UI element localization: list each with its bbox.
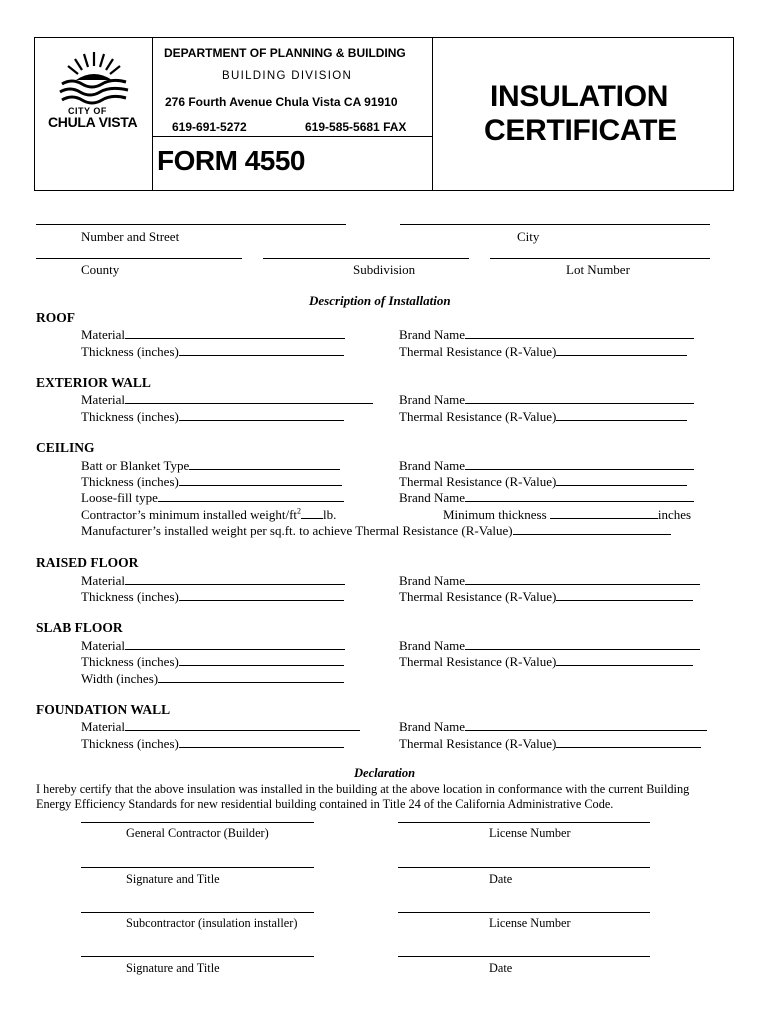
raised-thermal-field[interactable] [556,588,693,601]
roof-title: ROOF [36,310,75,325]
foundation-thickness-label: Thickness (inches) [81,736,179,751]
header-divider-horizontal [152,136,433,137]
license1-line[interactable] [398,822,650,823]
raised-material-field[interactable] [125,572,345,585]
general-contractor-label: General Contractor (Builder) [126,826,269,840]
city-name-label: CHULA VISTA [48,114,138,130]
slab-thermal-label: Thermal Resistance (R-Value) [399,654,557,669]
ceiling-thermal-field[interactable] [556,473,687,486]
license2-line[interactable] [398,912,650,913]
foundation-material-field[interactable] [125,718,360,731]
ceiling-thermal-label: Thermal Resistance (R-Value) [399,474,557,489]
lot-number-line[interactable] [490,258,710,259]
roof-thermal-label: Thermal Resistance (R-Value) [399,344,557,359]
date1-label: Date [489,872,513,886]
description-title: Description of Installation [309,293,451,308]
signature1-line[interactable] [81,867,314,868]
inches-label: inches [657,507,692,522]
number-street-line[interactable] [36,224,346,225]
date2-label: Date [489,961,513,975]
county-label: County [81,262,120,277]
slab-thermal-field[interactable] [556,653,693,666]
ceiling-brand2-field[interactable] [465,489,694,502]
exterior-material-label: Material [81,392,126,407]
city-label: City [517,229,540,244]
subdivision-label: Subdivision [353,262,416,277]
signature2-line[interactable] [81,956,314,957]
roof-thickness-label: Thickness (inches) [81,344,179,359]
subcontractor-line[interactable] [81,912,314,913]
slab-thickness-field[interactable] [179,653,344,666]
date1-line[interactable] [398,867,650,868]
slab-material-label: Material [81,638,126,653]
foundation-brand-label: Brand Name [399,719,466,734]
subdivision-line[interactable] [263,258,469,259]
contractor-weight-label: Contractor’s minimum installed weight/ft [81,507,298,522]
exterior-thickness-label: Thickness (inches) [81,409,179,424]
ceiling-batt-field[interactable] [189,457,340,470]
sun-waves-icon [48,46,140,108]
slab-thickness-label: Thickness (inches) [81,654,179,669]
foundation-thickness-field[interactable] [179,735,344,748]
foundation-thermal-label: Thermal Resistance (R-Value) [399,736,557,751]
exterior-thermal-label: Thermal Resistance (R-Value) [399,409,557,424]
lb-label: lb. [323,507,337,522]
roof-thermal-field[interactable] [556,343,687,356]
city-line[interactable] [400,224,710,225]
signature2-label: Signature and Title [126,961,220,975]
raised-brand-label: Brand Name [399,573,466,588]
declaration-title: Declaration [354,766,416,780]
ceiling-loosefill-field[interactable] [158,489,344,502]
number-street-label: Number and Street [81,229,180,244]
address-text: 276 Fourth Avenue Chula Vista CA 91910 [165,95,398,109]
slab-brand-field[interactable] [465,637,700,650]
county-line[interactable] [36,258,242,259]
min-thickness-label: Minimum thickness [443,507,547,522]
raised-thermal-label: Thermal Resistance (R-Value) [399,589,557,604]
header-divider-left [152,37,153,191]
phone-text: 619-691-5272 [172,120,247,134]
ceiling-thickness-field[interactable] [179,473,342,486]
form-number: FORM 4550 [157,145,305,176]
ceiling-thickness-label: Thickness (inches) [81,474,179,489]
foundation-thermal-field[interactable] [556,735,701,748]
exterior-brand-field[interactable] [465,391,694,404]
department-title: DEPARTMENT OF PLANNING & BUILDING [164,46,406,60]
ceiling-brand1-label: Brand Name [399,458,466,473]
general-contractor-line[interactable] [81,822,314,823]
foundation-brand-field[interactable] [465,718,707,731]
manufacturer-weight-label: Manufacturer’s installed weight per sq.ft. to achieve Thermal Resistance (R-Value) [81,523,513,538]
roof-brand-label: Brand Name [399,327,466,342]
manufacturer-weight-field[interactable] [513,522,671,535]
slab-width-field[interactable] [158,670,344,683]
exterior-material-field[interactable] [125,391,373,404]
foundation-wall-title: FOUNDATION WALL [36,702,171,717]
date2-line[interactable] [398,956,650,957]
slab-material-field[interactable] [125,637,345,650]
superscript-2: 2 [297,506,302,516]
ceiling-batt-label: Batt or Blanket Type [81,458,190,473]
header-divider-right [432,37,433,191]
raised-material-label: Material [81,573,126,588]
ceiling-brand1-field[interactable] [465,457,694,470]
license2-label: License Number [489,916,571,930]
ceiling-brand2-label: Brand Name [399,490,466,505]
license1-label: License Number [489,826,571,840]
declaration-line-1: I hereby certify that the above insulation was installed in the building at the above location in conformance with the current Building [36,782,690,796]
raised-thickness-label: Thickness (inches) [81,589,179,604]
division-title: BUILDING DIVISION [222,70,353,82]
exterior-thickness-field[interactable] [179,408,344,421]
min-thickness-field[interactable] [550,506,658,519]
exterior-thermal-field[interactable] [556,408,687,421]
title-line-1: INSULATION [490,80,669,113]
declaration-line-2: Energy Efficiency Standards for new residential building contained in Title 24 of the California Administrative Code. [36,797,614,811]
slab-width-label: Width (inches) [81,671,159,686]
roof-brand-field[interactable] [465,326,694,339]
subcontractor-label: Subcontractor (insulation installer) [126,916,298,930]
roof-material-field[interactable] [125,326,345,339]
lot-number-label: Lot Number [566,262,630,277]
slab-brand-label: Brand Name [399,638,466,653]
signature1-label: Signature and Title [126,872,220,886]
exterior-brand-label: Brand Name [399,392,466,407]
raised-brand-field[interactable] [465,572,700,585]
ceiling-loosefill-label: Loose-fill type [81,490,158,505]
slab-floor-title: SLAB FLOOR [36,620,123,635]
city-of-label: CITY OF [68,106,107,116]
raised-floor-title: RAISED FLOOR [36,555,139,570]
foundation-material-label: Material [81,719,126,734]
contractor-weight-field[interactable] [301,506,323,519]
ceiling-title: CEILING [36,440,95,455]
roof-thickness-field[interactable] [179,343,344,356]
exterior-wall-title: EXTERIOR WALL [36,375,151,390]
fax-text: 619-585-5681 FAX [305,120,407,134]
title-line-2: CERTIFICATE [484,114,677,147]
raised-thickness-field[interactable] [179,588,344,601]
roof-material-label: Material [81,327,126,342]
city-logo [48,46,140,130]
